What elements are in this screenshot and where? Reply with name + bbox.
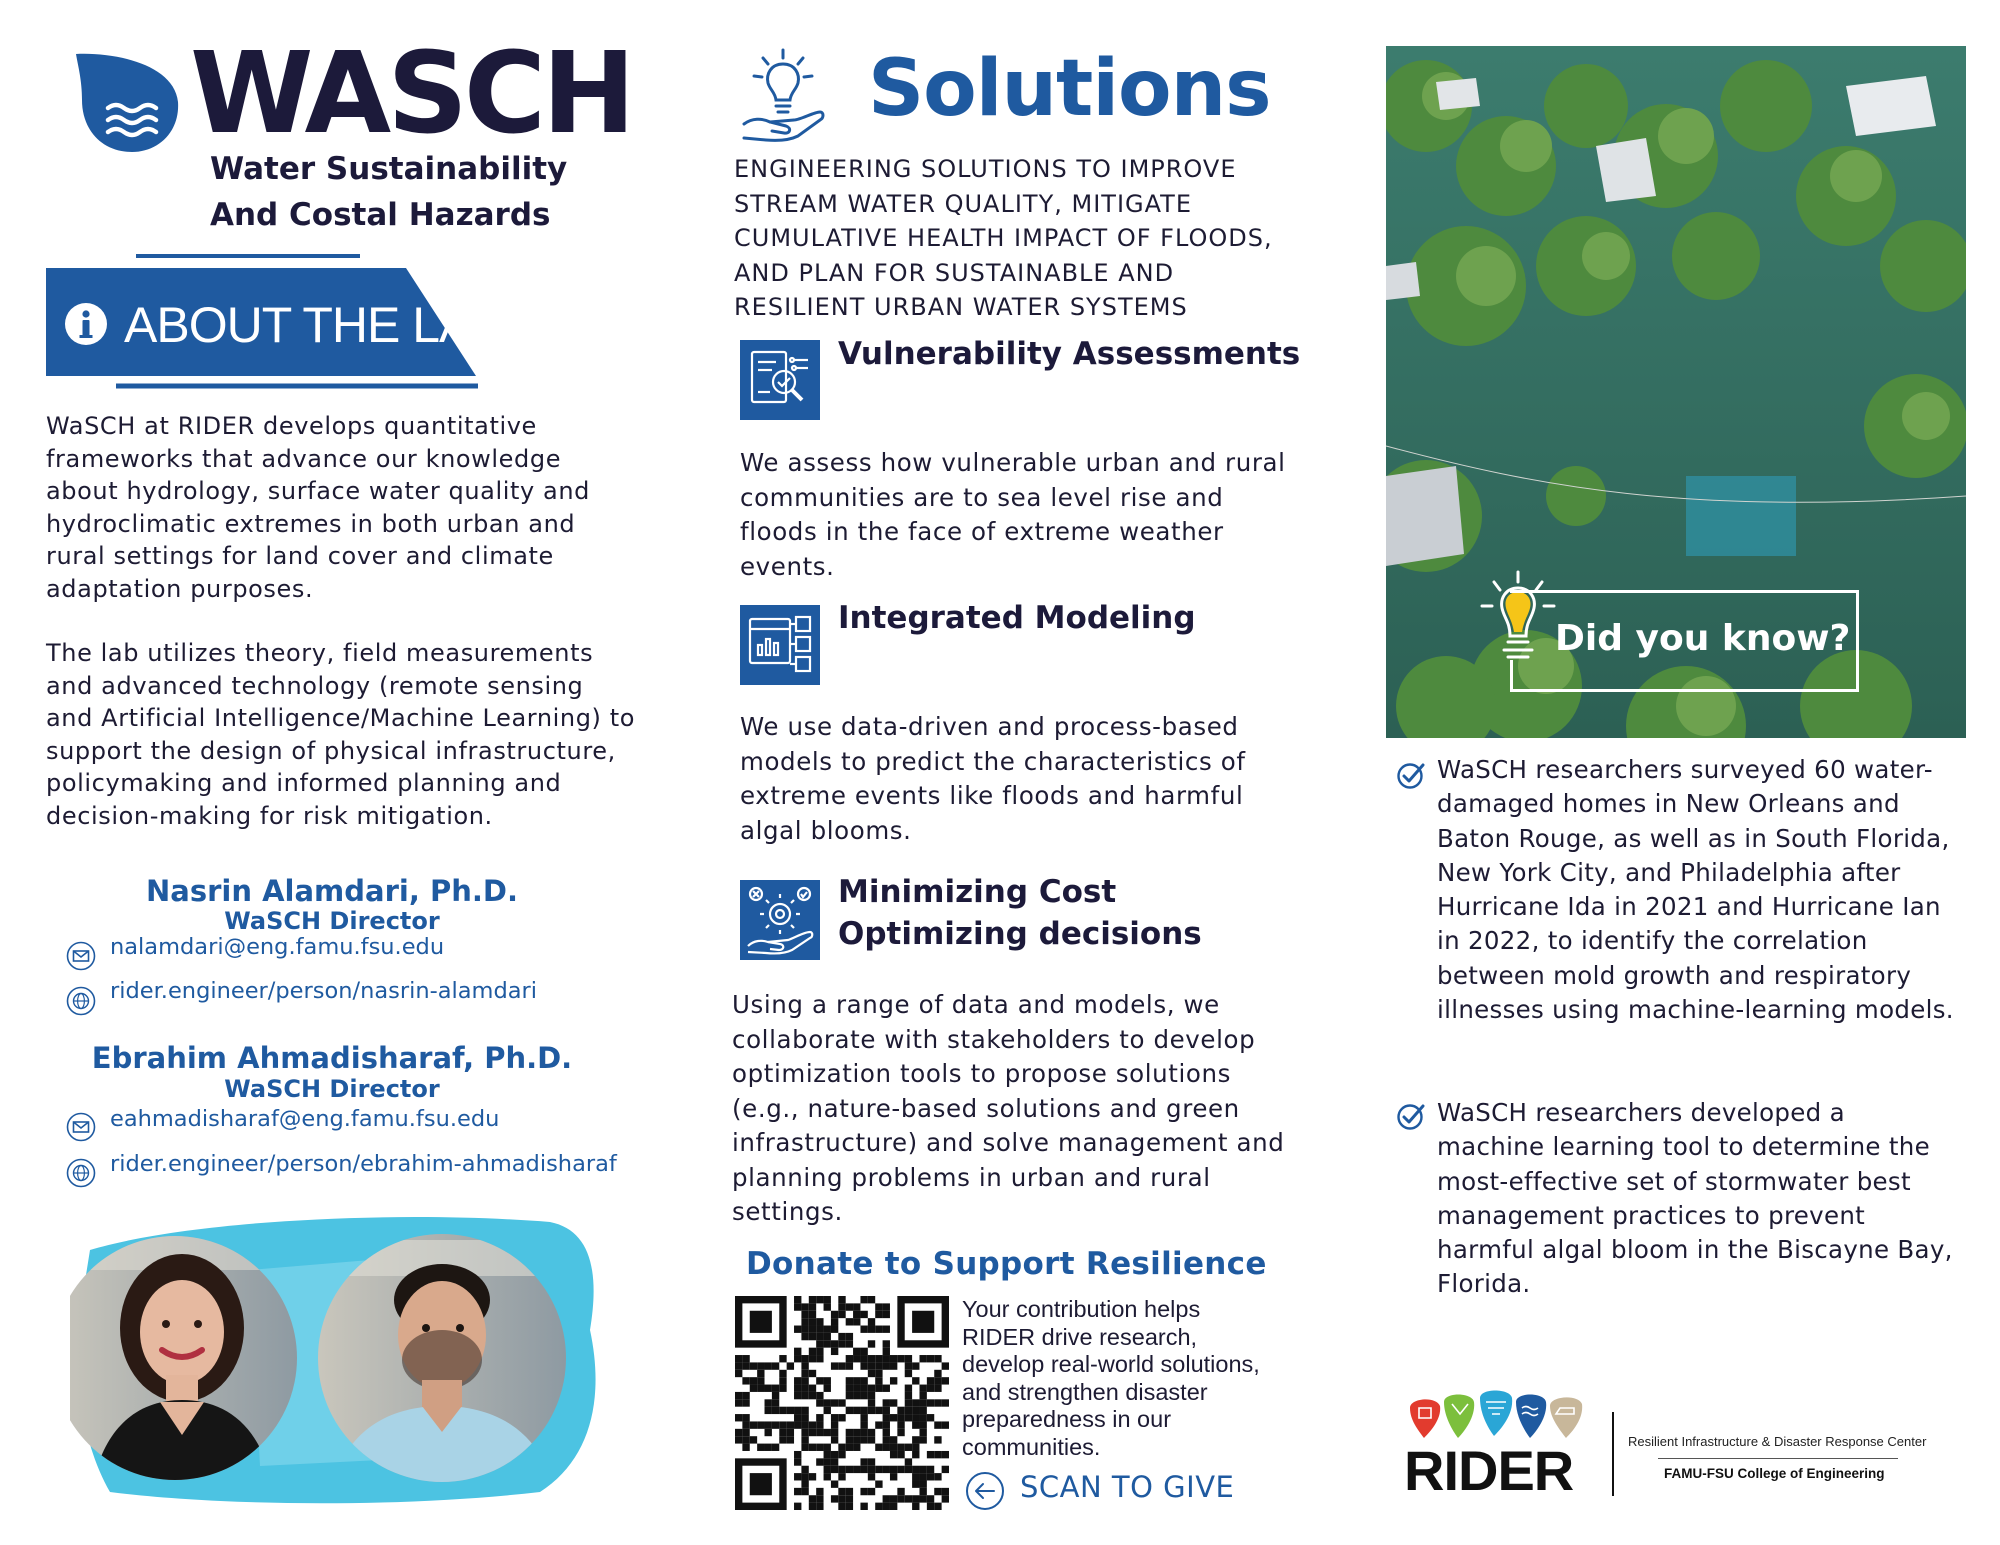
rider-center-name: Resilient Infrastructure & Disaster Response Center — [1628, 1434, 1927, 1449]
lab-subtitle — [210, 146, 567, 238]
modeling-icon — [740, 605, 820, 685]
email-link[interactable]: eahmadisharaf@eng.famu.fsu.edu — [110, 1106, 500, 1132]
rider-college: FAMU-FSU College of Engineering — [1664, 1466, 1885, 1481]
solution-title-line: Minimizing Cost — [838, 874, 1117, 910]
email-link[interactable]: nalamdari@eng.famu.fsu.edu — [110, 934, 445, 960]
solution-title — [838, 597, 1196, 639]
rider-wordmark: RIDER — [1404, 1439, 1574, 1502]
check-circle-icon — [1396, 760, 1426, 790]
globe-icon — [66, 1158, 96, 1188]
solution-title — [838, 871, 1202, 955]
arrow-left-icon[interactable] — [964, 1470, 1006, 1512]
solution-title-line: Integrated Modeling — [838, 600, 1196, 636]
fact-item: WaSCH researchers surveyed 60 water-damaged homes in New Orleans and Baton Rouge, as well as in South Florida, New York City, and Philadelphia after Hurricane Ida in 2021 and Hurricane Ian in 2022, to identify the correlation between mold growth and respiratory illnesses using machine-learning models. — [1437, 755, 1954, 1025]
info-icon — [64, 302, 108, 346]
solution-body: We assess how vulnerable urban and rural communities are to sea level rise and floods in the face of extreme weather events. — [740, 448, 1286, 581]
about-paragraph-1: WaSCH at RIDER develops quantitative frameworks that advance our knowledge about hydrology, surface water quality and hydroclimatic extremes in both urban and rural settings for land cover and climate adaptation purposes. — [46, 412, 591, 603]
hazard-icons — [1406, 1390, 1596, 1444]
person-role: WaSCH Director — [224, 1075, 440, 1103]
subtitle-divider — [136, 254, 360, 258]
vulnerability-icon — [740, 340, 820, 420]
website-link[interactable]: rider.engineer/person/ebrahim-ahmadisharaf — [110, 1151, 617, 1177]
person-role: WaSCH Director — [224, 907, 440, 935]
did-you-know-title: Did you know? — [1555, 618, 1851, 659]
subtitle-line-1: Water Sustainability — [210, 151, 568, 187]
mail-icon — [66, 941, 96, 971]
about-title: ABOUT THE LAB — [124, 297, 504, 353]
lightbulb-hand-icon — [738, 46, 828, 146]
person-name: Ebrahim Ahmadisharaf, Ph.D. — [91, 1041, 573, 1075]
qr-code[interactable] — [735, 1296, 949, 1510]
fact-item: WaSCH researchers developed a machine learning tool to determine the most-effective set of stormwater best management practices to prevent harmful algal bloom in the Biscayne Bay, Florida. — [1437, 1098, 1953, 1299]
did-you-know-box-left — [1510, 660, 1513, 689]
solution-title-line: Vulnerability Assessments — [838, 336, 1301, 372]
solution-body: We use data-driven and process-based models to predict the characteristics of extreme events like floods and harmful algal blooms. — [740, 712, 1246, 845]
solutions-title: Solutions — [868, 44, 1271, 134]
check-circle-icon — [1396, 1101, 1426, 1131]
website-link[interactable]: rider.engineer/person/nasrin-alamdari — [110, 978, 538, 1004]
donate-text: Your contribution helps RIDER drive research, develop real-world solutions, and strengthen disaster preparedness in our communities. — [962, 1296, 1260, 1460]
optimization-icon — [740, 880, 820, 960]
mail-icon — [66, 1112, 96, 1142]
person-name: Nasrin Alamdari, Ph.D. — [146, 874, 518, 908]
solutions-intro: ENGINEERING SOLUTIONS TO IMPROVE STREAM WATER QUALITY, MITIGATE CUMULATIVE HEALTH IMPACT OF FLOODS, AND PLAN FOR SUSTAINABLE AND RESILIENT URBAN WATER SYSTEMS — [734, 155, 1273, 321]
globe-icon — [66, 986, 96, 1016]
solution-title — [838, 333, 1300, 375]
portraits — [70, 1210, 610, 1510]
scan-to-give-label[interactable]: SCAN TO GIVE — [1020, 1470, 1235, 1504]
solution-title-line: Optimizing decisions — [838, 916, 1202, 952]
donate-title: Donate to Support Resilience — [746, 1246, 1267, 1282]
about-paragraph-2: The lab utilizes theory, field measurements and advanced technology (remote sensing and Artificial Intelligence/Machine Learning) to support the design of physical infrastructure, policymaking and informed planning and decision-making for risk mitigation. — [46, 639, 636, 830]
water-drop-icon — [74, 50, 184, 155]
logo-title: WASCH — [190, 29, 632, 159]
solution-body: Using a range of data and models, we collaborate with stakeholders to develop optimization tools to propose solutions (e.g., nature-based solutions and green infrastructure) and solve management and planning problems in urban and rural settings. — [732, 990, 1285, 1226]
rider-divider — [1612, 1412, 1614, 1496]
subtitle-line-2: And Costal Hazards — [210, 197, 551, 233]
rider-sub-divider — [1658, 1458, 1898, 1459]
